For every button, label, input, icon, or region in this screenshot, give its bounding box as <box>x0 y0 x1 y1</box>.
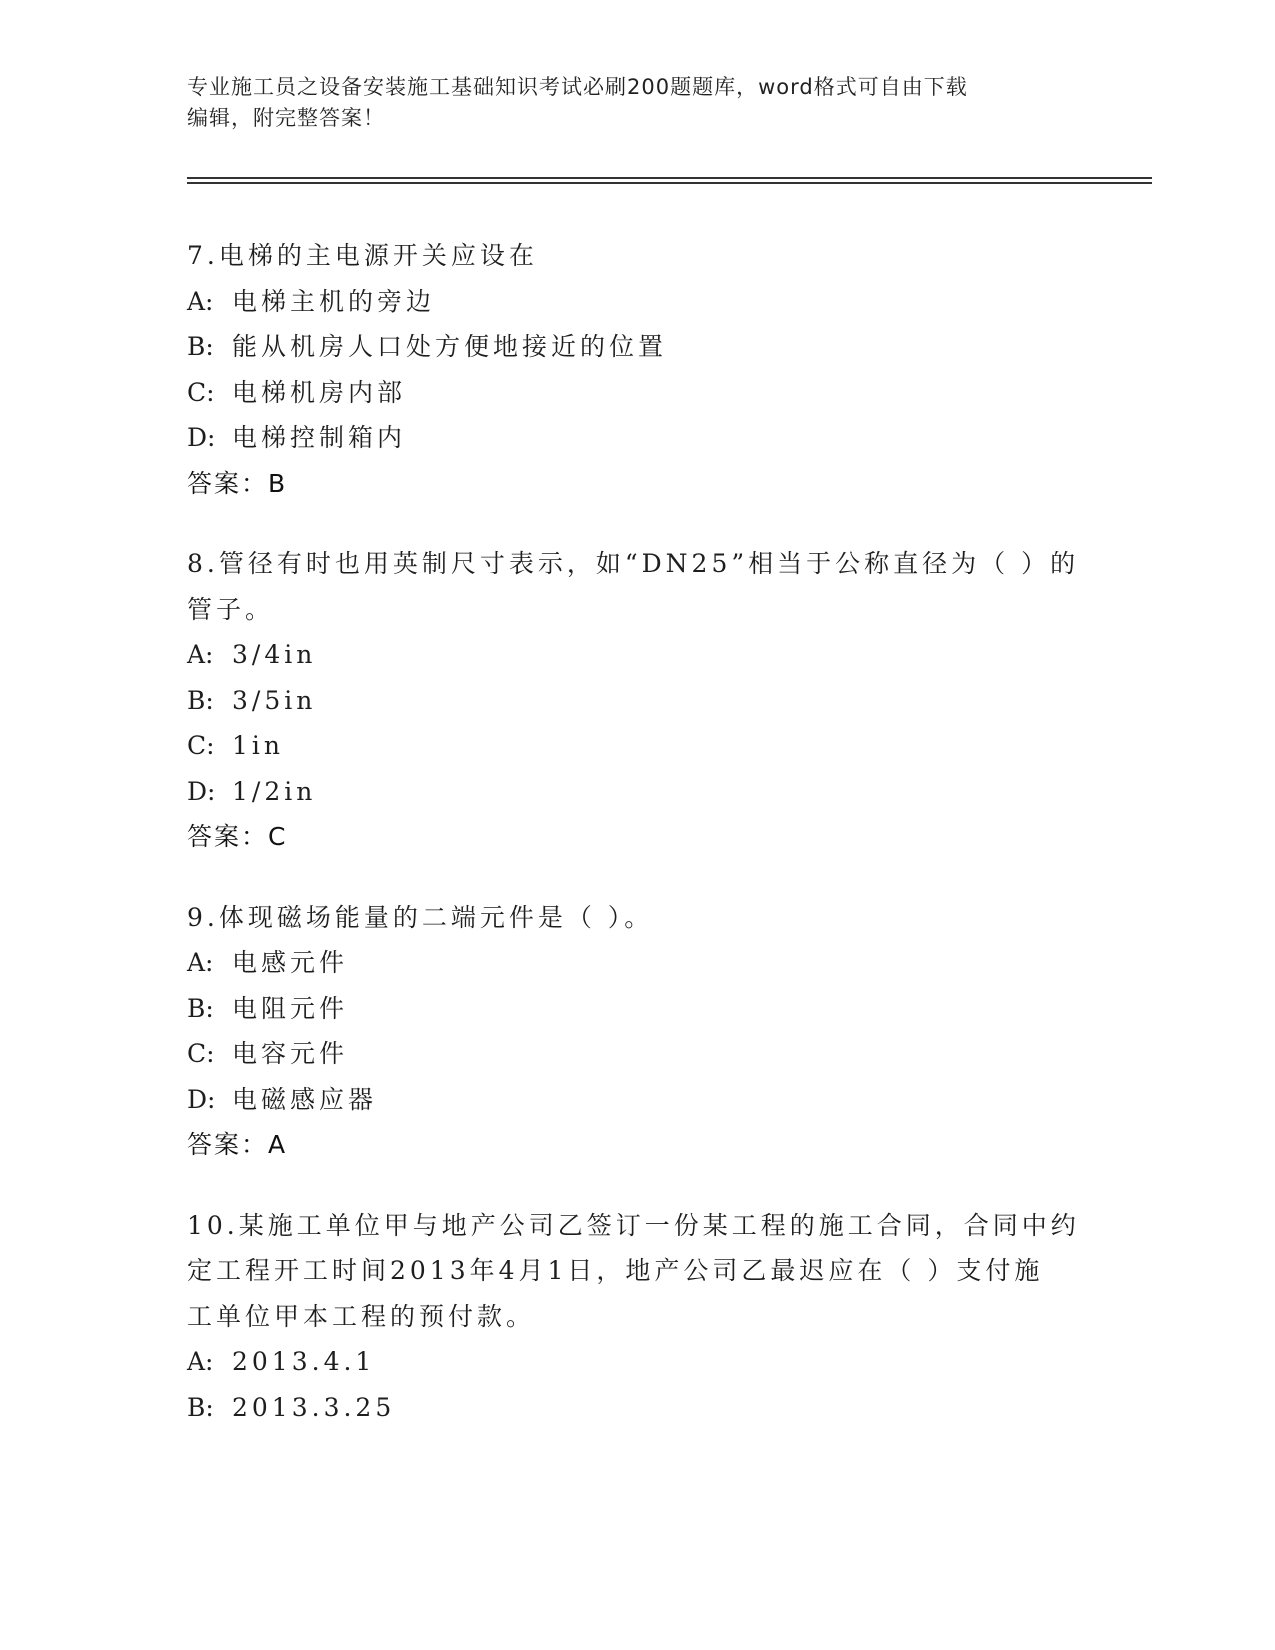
option-letter: D: <box>187 423 216 452</box>
option-text: 1in <box>232 731 285 760</box>
option-d <box>187 415 1087 461</box>
option-letter: B: <box>187 332 214 361</box>
option-letter: A: <box>187 286 214 316</box>
header-title-line-2: 编辑，附完整答案！ <box>187 106 385 130</box>
option-d <box>187 1077 1087 1123</box>
option-text: 能从机房人口处方便地接近的位置 <box>232 332 668 361</box>
question-stem: 7.电梯的主电源开关应设在 <box>187 241 538 270</box>
question-stem-line-1: 10.某施工单位甲与地产公司乙签订一份某工程的施工合同，合同中约 <box>187 1210 1080 1240</box>
option-c <box>187 1031 1087 1077</box>
option-text: 2013.3.25 <box>232 1392 396 1422</box>
option-c <box>187 723 1087 769</box>
question-stem-line-3: 工单位甲本工程的预付款。 <box>187 1301 536 1331</box>
question-stem-line-2: 定工程开工时间2013年4月1日，地产公司乙最迟应在（ ）支付施 <box>187 1256 1044 1285</box>
option-b <box>187 1385 1087 1431</box>
answer-label: 答案：C <box>187 822 288 851</box>
option-a <box>187 279 1087 325</box>
question-list <box>187 233 1087 1465</box>
option-b <box>187 324 1087 370</box>
option-text: 电梯控制箱内 <box>232 423 407 452</box>
answer-label: 答案：B <box>187 468 288 498</box>
question-9 <box>187 895 1087 1168</box>
option-text: 电阻元件 <box>232 993 349 1023</box>
option-letter: C: <box>187 1039 215 1068</box>
option-a <box>187 940 1087 986</box>
option-letter: D: <box>187 1084 216 1114</box>
answer-label: 答案：A <box>187 1130 288 1159</box>
question-10 <box>187 1203 1087 1431</box>
option-letter: A: <box>187 1347 214 1376</box>
question-8 <box>187 541 1087 860</box>
option-a <box>187 632 1087 678</box>
option-a <box>187 1339 1087 1385</box>
header-title-line-1: 专业施工员之设备安装施工基础知识考试必刷200题题库，word格式可自由下载 <box>187 75 968 99</box>
option-c <box>187 370 1087 416</box>
header-divider-bottom <box>187 182 1152 184</box>
option-text: 3/5in <box>232 685 317 715</box>
option-letter: D: <box>187 776 216 806</box>
option-letter: A: <box>187 948 214 977</box>
option-text: 电梯主机的旁边 <box>232 286 436 316</box>
option-letter: A: <box>187 640 214 669</box>
option-text: 电磁感应器 <box>232 1084 378 1114</box>
option-text: 3/4in <box>232 640 317 669</box>
question-stem-line-2: 管子。 <box>187 594 275 624</box>
option-text: 电感元件 <box>232 948 349 977</box>
question-stem-line-1: 8.管径有时也用英制尺寸表示，如“DN25”相当于公称直径为（ ）的 <box>187 549 1080 578</box>
document-header <box>187 72 1067 134</box>
option-letter: B: <box>187 1392 214 1422</box>
option-letter: B: <box>187 993 214 1023</box>
option-letter: C: <box>187 377 215 407</box>
option-text: 电容元件 <box>232 1039 349 1068</box>
option-b <box>187 986 1087 1032</box>
header-divider-top <box>187 177 1152 179</box>
question-7 <box>187 233 1087 506</box>
option-text: 1/2in <box>232 776 317 806</box>
option-text: 电梯机房内部 <box>232 377 407 407</box>
option-d <box>187 769 1087 815</box>
option-text: 2013.4.1 <box>232 1347 376 1376</box>
option-letter: B: <box>187 685 214 715</box>
question-stem: 9.体现磁场能量的二端元件是（ ）。 <box>187 902 654 932</box>
option-letter: C: <box>187 731 215 760</box>
option-b <box>187 678 1087 724</box>
